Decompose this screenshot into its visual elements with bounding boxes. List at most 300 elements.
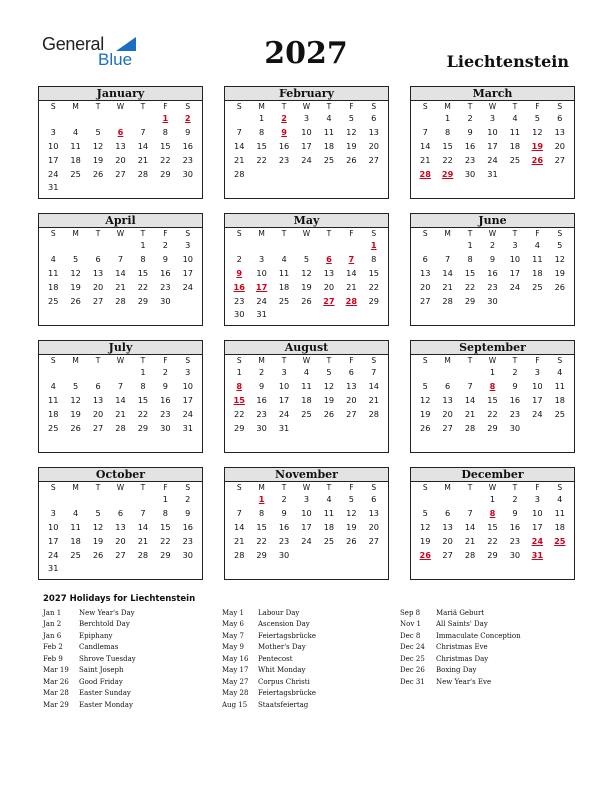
weekday-label: W bbox=[116, 483, 125, 492]
day-cell: 13 bbox=[442, 521, 453, 532]
day-cell: 3 bbox=[281, 367, 287, 377]
day-cell: 8 bbox=[467, 253, 473, 264]
day-cell: 9 bbox=[467, 126, 473, 137]
day-cell: 11 bbox=[70, 521, 81, 532]
holidays-column bbox=[43, 608, 218, 711]
day-cell: 11 bbox=[509, 126, 521, 137]
day-cell: 22 bbox=[234, 408, 245, 419]
day-cell: 9 bbox=[281, 507, 287, 518]
day-cell: 18 bbox=[278, 281, 290, 292]
day-cell: 14 bbox=[464, 521, 476, 532]
day-cell: 10 bbox=[532, 507, 543, 518]
empty-cell bbox=[42, 239, 64, 253]
holiday-day-cell: 31 bbox=[531, 549, 544, 560]
day-cell: 14 bbox=[464, 394, 476, 405]
day-cell: 7 bbox=[117, 253, 124, 264]
day-cell: 6 bbox=[95, 380, 101, 391]
day-cell: 5 bbox=[95, 507, 101, 518]
weekday-label: T bbox=[512, 483, 518, 492]
day-cell: 8 bbox=[162, 507, 168, 518]
day-cell: 12 bbox=[420, 394, 431, 405]
day-cell: 23 bbox=[256, 408, 267, 419]
holiday-day-cell: 9 bbox=[236, 267, 243, 278]
day-cell: 4 bbox=[73, 507, 79, 518]
weekday-label: F bbox=[535, 102, 540, 111]
empty-cell bbox=[132, 493, 154, 507]
holiday-row bbox=[400, 642, 575, 653]
day-cell: 12 bbox=[346, 126, 357, 137]
day-cell: 18 bbox=[509, 140, 521, 151]
weekday-label: T bbox=[95, 229, 101, 238]
weekday-label: M bbox=[72, 102, 79, 111]
weekday-label: M bbox=[72, 229, 79, 238]
holiday-day-cell: 28 bbox=[345, 295, 358, 306]
day-grid bbox=[39, 482, 202, 576]
day-cell: 28 bbox=[464, 422, 476, 433]
holiday-date: Mar 28 bbox=[43, 689, 69, 698]
day-cell: 17 bbox=[509, 267, 521, 278]
holiday-day-cell: 25 bbox=[554, 535, 566, 546]
day-cell: 13 bbox=[442, 394, 453, 405]
day-cell: 14 bbox=[115, 267, 126, 278]
day-cell: 17 bbox=[48, 535, 59, 546]
day-cell: 24 bbox=[487, 154, 498, 165]
day-cell: 13 bbox=[420, 267, 431, 278]
day-grid bbox=[39, 228, 202, 308]
weekday-label: F bbox=[535, 356, 540, 365]
holiday-day-cell: 6 bbox=[117, 126, 124, 137]
weekday-label: S bbox=[185, 483, 191, 492]
day-cell: 29 bbox=[368, 295, 379, 306]
holiday-row bbox=[43, 654, 218, 665]
day-cell: 19 bbox=[420, 535, 431, 546]
month-february bbox=[224, 86, 389, 199]
day-cell: 7 bbox=[117, 380, 124, 391]
weekday-label: M bbox=[258, 102, 265, 111]
day-cell: 30 bbox=[487, 295, 498, 306]
holiday-row bbox=[43, 688, 218, 699]
empty-cell bbox=[436, 239, 458, 253]
day-cell: 3 bbox=[303, 113, 310, 123]
day-cell: 22 bbox=[160, 535, 171, 546]
day-cell: 22 bbox=[487, 408, 498, 419]
day-cell: 12 bbox=[554, 253, 565, 264]
holiday-row bbox=[400, 608, 575, 619]
holiday-row bbox=[222, 688, 397, 699]
weekday-label: S bbox=[371, 483, 377, 492]
weekday-label: T bbox=[326, 483, 332, 492]
day-cell: 16 bbox=[464, 140, 476, 151]
day-cell: 10 bbox=[278, 380, 290, 391]
day-cell: 10 bbox=[301, 507, 312, 518]
day-cell: 27 bbox=[420, 295, 431, 306]
day-cell: 7 bbox=[140, 126, 146, 137]
day-cell: 31 bbox=[48, 563, 59, 574]
empty-cell bbox=[250, 239, 272, 253]
day-cell: 3 bbox=[489, 113, 496, 123]
weekday-label: T bbox=[467, 229, 473, 238]
day-cell: 15 bbox=[442, 140, 453, 151]
empty-cell bbox=[42, 366, 64, 380]
empty-cell bbox=[228, 239, 250, 253]
holiday-day-cell: 9 bbox=[281, 126, 287, 137]
day-cell: 17 bbox=[532, 521, 543, 532]
weekday-label: W bbox=[488, 483, 497, 492]
weekday-label: S bbox=[557, 483, 563, 492]
day-cell: 4 bbox=[557, 367, 563, 377]
weekday-label: T bbox=[95, 102, 101, 111]
holiday-day-cell: 7 bbox=[348, 253, 355, 264]
holiday-name: Corpus Christi bbox=[258, 677, 310, 686]
day-cell: 11 bbox=[323, 507, 335, 518]
day-cell: 18 bbox=[323, 140, 335, 151]
holiday-row bbox=[43, 665, 218, 676]
weekday-label: T bbox=[467, 356, 473, 365]
day-grid bbox=[411, 482, 574, 562]
holiday-name: Feiertagsbrücke bbox=[258, 631, 317, 640]
day-cell: 11 bbox=[554, 380, 565, 391]
day-cell: 5 bbox=[348, 113, 354, 123]
day-cell: 30 bbox=[256, 422, 267, 433]
holiday-name: Staatsfeiertag bbox=[258, 700, 309, 709]
day-cell: 14 bbox=[420, 140, 431, 151]
day-cell: 1 bbox=[140, 367, 146, 377]
day-cell: 25 bbox=[509, 154, 521, 165]
holiday-day-cell: 1 bbox=[370, 240, 377, 250]
holiday-name: Shrove Tuesday bbox=[79, 654, 136, 663]
day-grid bbox=[39, 355, 202, 435]
holiday-name: Christmas Day bbox=[436, 654, 489, 663]
day-cell: 3 bbox=[259, 253, 265, 264]
day-cell: 2 bbox=[259, 367, 265, 377]
holiday-date: May 9 bbox=[222, 643, 244, 652]
day-cell: 21 bbox=[234, 154, 245, 165]
empty-cell bbox=[459, 366, 481, 380]
day-cell: 26 bbox=[92, 168, 104, 179]
day-cell: 3 bbox=[50, 126, 56, 137]
day-cell: 29 bbox=[487, 422, 498, 433]
day-cell: 7 bbox=[371, 367, 377, 377]
day-cell: 25 bbox=[301, 408, 312, 419]
day-cell: 30 bbox=[509, 549, 521, 560]
weekday-label: M bbox=[258, 483, 265, 492]
day-cell: 16 bbox=[160, 267, 171, 278]
day-cell: 18 bbox=[301, 394, 312, 405]
month-title: June bbox=[411, 214, 574, 228]
weekday-label: S bbox=[371, 356, 377, 365]
day-cell: 4 bbox=[50, 253, 56, 264]
day-cell: 26 bbox=[346, 535, 357, 546]
day-cell: 23 bbox=[509, 535, 521, 546]
empty-cell bbox=[42, 112, 64, 126]
day-cell: 15 bbox=[160, 140, 171, 151]
day-cell: 18 bbox=[532, 267, 543, 278]
holiday-row bbox=[400, 677, 575, 688]
day-cell: 22 bbox=[160, 154, 171, 165]
day-cell: 29 bbox=[487, 549, 498, 560]
holiday-row bbox=[400, 654, 575, 665]
day-cell: 16 bbox=[182, 140, 193, 151]
day-cell: 14 bbox=[346, 267, 357, 278]
day-cell: 16 bbox=[509, 394, 521, 405]
day-cell: 3 bbox=[512, 240, 518, 250]
day-cell: 11 bbox=[48, 267, 59, 278]
month-march bbox=[410, 86, 575, 199]
day-cell: 25 bbox=[323, 154, 335, 165]
day-cell: 21 bbox=[137, 154, 149, 165]
day-cell: 28 bbox=[115, 295, 126, 306]
day-cell: 16 bbox=[509, 521, 521, 532]
day-cell: 26 bbox=[554, 281, 565, 292]
day-cell: 13 bbox=[368, 126, 379, 137]
weekday-label: W bbox=[302, 356, 311, 365]
day-cell: 21 bbox=[442, 281, 453, 292]
month-june bbox=[410, 213, 575, 326]
day-cell: 13 bbox=[92, 267, 104, 278]
day-cell: 28 bbox=[368, 408, 379, 419]
weekday-label: T bbox=[512, 102, 518, 111]
holiday-name: Feiertagsbrücke bbox=[258, 689, 317, 698]
day-cell: 16 bbox=[278, 140, 290, 151]
day-cell: 13 bbox=[346, 380, 357, 391]
empty-cell bbox=[87, 239, 109, 253]
day-cell: 22 bbox=[464, 281, 476, 292]
day-cell: 12 bbox=[70, 267, 81, 278]
holidays-title: 2027 Holidays for Liechtenstein bbox=[43, 594, 196, 604]
day-cell: 9 bbox=[489, 253, 496, 264]
day-cell: 29 bbox=[137, 295, 149, 306]
day-cell: 31 bbox=[487, 168, 498, 179]
day-cell: 24 bbox=[301, 535, 312, 546]
day-cell: 5 bbox=[557, 240, 563, 250]
day-cell: 22 bbox=[256, 154, 267, 165]
day-cell: 16 bbox=[278, 521, 290, 532]
day-cell: 31 bbox=[278, 422, 290, 433]
day-cell: 21 bbox=[115, 408, 126, 419]
day-cell: 21 bbox=[234, 535, 245, 546]
weekday-label: S bbox=[422, 356, 428, 365]
month-october bbox=[38, 467, 203, 580]
empty-cell bbox=[295, 239, 317, 253]
holiday-row bbox=[222, 642, 397, 653]
day-cell: 23 bbox=[278, 154, 290, 165]
day-cell: 25 bbox=[70, 549, 81, 560]
holiday-date: May 7 bbox=[222, 631, 244, 640]
weekday-label: W bbox=[302, 483, 311, 492]
day-cell: 20 bbox=[346, 394, 357, 405]
month-april bbox=[38, 213, 203, 326]
day-cell: 26 bbox=[92, 549, 104, 560]
day-cell: 24 bbox=[256, 295, 267, 306]
month-august bbox=[224, 340, 389, 453]
day-cell: 24 bbox=[301, 154, 312, 165]
day-cell: 19 bbox=[92, 154, 104, 165]
weekday-label: T bbox=[95, 356, 101, 365]
empty-cell bbox=[87, 112, 109, 126]
month-title: February bbox=[225, 87, 388, 101]
day-cell: 1 bbox=[259, 113, 265, 123]
day-cell: 21 bbox=[368, 394, 379, 405]
weekday-label: S bbox=[50, 229, 56, 238]
day-cell: 24 bbox=[278, 408, 290, 419]
day-grid bbox=[225, 101, 388, 181]
holiday-row bbox=[43, 677, 218, 688]
day-cell: 19 bbox=[92, 535, 104, 546]
day-cell: 6 bbox=[371, 113, 377, 123]
weekday-label: T bbox=[140, 229, 146, 238]
day-cell: 27 bbox=[368, 154, 379, 165]
day-cell: 5 bbox=[422, 380, 428, 391]
holiday-date: Mar 26 bbox=[43, 677, 69, 686]
day-cell: 30 bbox=[278, 549, 290, 560]
day-cell: 10 bbox=[532, 380, 543, 391]
weekday-label: F bbox=[163, 229, 168, 238]
day-cell: 5 bbox=[326, 367, 332, 377]
day-cell: 16 bbox=[256, 394, 267, 405]
day-cell: 4 bbox=[534, 240, 540, 250]
day-cell: 16 bbox=[487, 267, 498, 278]
day-cell: 19 bbox=[420, 408, 431, 419]
day-cell: 25 bbox=[554, 408, 565, 419]
day-cell: 12 bbox=[323, 380, 335, 391]
day-grid bbox=[225, 228, 388, 322]
day-cell: 31 bbox=[256, 309, 267, 320]
holiday-name: Immaculate Conception bbox=[436, 631, 521, 640]
day-cell: 3 bbox=[50, 507, 56, 518]
holiday-name: Berchtold Day bbox=[79, 620, 130, 629]
holiday-day-cell: 26 bbox=[531, 154, 544, 165]
holiday-day-cell: 15 bbox=[233, 394, 245, 405]
holiday-name: Candlemas bbox=[79, 643, 119, 652]
weekday-label: T bbox=[281, 102, 287, 111]
day-cell: 6 bbox=[445, 507, 451, 518]
weekday-label: T bbox=[140, 102, 146, 111]
day-cell: 20 bbox=[323, 281, 335, 292]
holiday-name: Easter Sunday bbox=[79, 689, 131, 698]
empty-cell bbox=[459, 493, 481, 507]
weekday-label: M bbox=[444, 483, 451, 492]
holiday-name: Christmas Eve bbox=[436, 643, 488, 652]
weekday-label: T bbox=[281, 483, 287, 492]
day-cell: 4 bbox=[557, 494, 563, 504]
weekday-label: T bbox=[281, 229, 287, 238]
weekday-label: T bbox=[512, 356, 518, 365]
day-cell: 10 bbox=[256, 267, 267, 278]
weekday-label: W bbox=[302, 229, 311, 238]
holiday-date: Mar 29 bbox=[43, 700, 69, 709]
day-cell: 14 bbox=[234, 521, 245, 532]
day-cell: 18 bbox=[70, 535, 81, 546]
month-title: July bbox=[39, 341, 202, 355]
day-cell: 19 bbox=[70, 281, 81, 292]
holiday-day-cell: 8 bbox=[236, 380, 243, 391]
holiday-name: New Year's Eve bbox=[436, 677, 492, 686]
day-cell: 14 bbox=[137, 140, 149, 151]
day-cell: 6 bbox=[348, 367, 354, 377]
day-cell: 6 bbox=[95, 253, 101, 264]
day-cell: 9 bbox=[512, 380, 518, 391]
holiday-row bbox=[43, 608, 218, 619]
day-cell: 19 bbox=[70, 408, 81, 419]
day-cell: 13 bbox=[368, 507, 379, 518]
day-cell: 29 bbox=[464, 295, 476, 306]
empty-cell bbox=[87, 366, 109, 380]
day-cell: 10 bbox=[301, 126, 312, 137]
day-cell: 23 bbox=[182, 154, 193, 165]
empty-cell bbox=[109, 112, 131, 126]
day-cell: 29 bbox=[234, 422, 245, 433]
weekday-label: W bbox=[488, 356, 497, 365]
day-cell: 2 bbox=[236, 253, 242, 264]
weekday-label: T bbox=[326, 356, 332, 365]
weekday-label: S bbox=[422, 102, 428, 111]
day-cell: 3 bbox=[303, 494, 310, 504]
day-cell: 26 bbox=[323, 408, 335, 419]
day-cell: 31 bbox=[182, 422, 193, 433]
weekday-label: S bbox=[422, 229, 428, 238]
holiday-date: Dec 25 bbox=[400, 654, 425, 663]
day-cell: 19 bbox=[301, 281, 312, 292]
calendar-year: 2027 bbox=[264, 36, 348, 71]
day-cell: 29 bbox=[160, 549, 171, 560]
weekday-label: T bbox=[281, 356, 287, 365]
day-cell: 18 bbox=[70, 154, 81, 165]
holiday-date: May 27 bbox=[222, 677, 249, 686]
day-cell: 11 bbox=[48, 394, 59, 405]
holiday-date: Nov 1 bbox=[400, 620, 421, 629]
day-cell: 21 bbox=[346, 281, 357, 292]
day-cell: 27 bbox=[368, 535, 379, 546]
day-cell: 14 bbox=[368, 380, 379, 391]
weekday-label: F bbox=[163, 102, 168, 111]
weekday-label: M bbox=[444, 102, 451, 111]
day-cell: 1 bbox=[489, 367, 496, 377]
month-title: April bbox=[39, 214, 202, 228]
weekday-label: W bbox=[116, 229, 125, 238]
month-title: January bbox=[39, 87, 202, 101]
empty-cell bbox=[414, 239, 436, 253]
weekday-label: S bbox=[557, 229, 563, 238]
day-cell: 24 bbox=[48, 549, 59, 560]
day-cell: 27 bbox=[554, 154, 565, 165]
day-cell: 17 bbox=[301, 521, 312, 532]
weekday-label: T bbox=[512, 229, 518, 238]
day-cell: 22 bbox=[256, 535, 267, 546]
day-cell: 5 bbox=[95, 126, 101, 137]
day-cell: 6 bbox=[371, 494, 377, 504]
holiday-date: Feb 9 bbox=[43, 654, 63, 663]
holiday-row bbox=[400, 631, 575, 642]
day-cell: 13 bbox=[115, 521, 126, 532]
month-title: November bbox=[225, 468, 388, 482]
holiday-date: Mar 19 bbox=[43, 666, 69, 675]
holiday-day-cell: 17 bbox=[255, 281, 268, 292]
day-cell: 10 bbox=[182, 380, 193, 391]
empty-cell bbox=[64, 493, 86, 507]
day-cell: 24 bbox=[509, 281, 521, 292]
day-cell: 7 bbox=[236, 126, 242, 137]
holiday-name: Boxing Day bbox=[436, 666, 477, 675]
holiday-name: Whit Monday bbox=[258, 666, 306, 675]
empty-cell bbox=[340, 239, 362, 253]
day-cell: 11 bbox=[323, 126, 335, 137]
holiday-row bbox=[43, 700, 218, 711]
day-cell: 28 bbox=[234, 549, 245, 560]
holiday-date: May 1 bbox=[222, 609, 244, 617]
holidays-column bbox=[222, 608, 397, 711]
day-cell: 4 bbox=[73, 126, 79, 137]
day-cell: 22 bbox=[137, 408, 149, 419]
